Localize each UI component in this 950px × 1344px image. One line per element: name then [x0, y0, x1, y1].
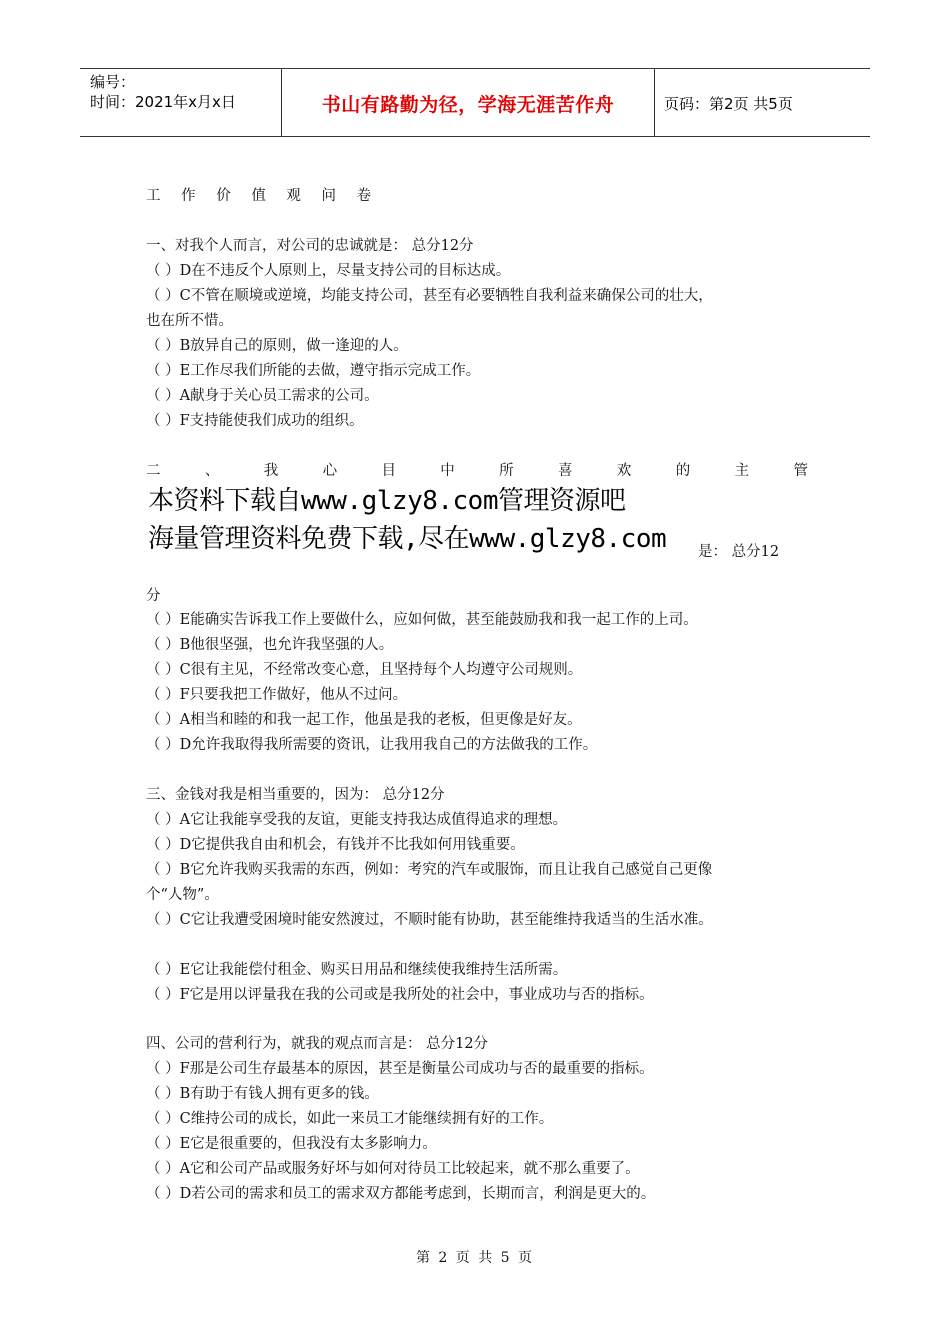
q2-char: 喜 [558, 463, 573, 479]
document-title: 工 作 价 值 观 问 卷 [146, 188, 380, 204]
q1-option: （ ）A献身于关心员工需求的公司。 [146, 388, 379, 404]
q2-char: 目 [381, 463, 396, 479]
watermark-line-1: 本资料下载自www.glzy8.com管理资源吧 [148, 486, 626, 516]
header-meta [90, 72, 236, 112]
q1-option-continued: 也在所不惜。 [146, 313, 233, 329]
q1-option: （ ）F支持能使我们成功的组织。 [146, 413, 364, 429]
q2-option: （ ）F只要我把工作做好，他从不过问。 [146, 687, 408, 703]
q2-option: （ ）A相当和睦的和我一起工作，他虽是我的老板，但更像是好友。 [146, 712, 582, 728]
header-bottom-rule [80, 136, 870, 137]
q3-option: （ ）D它提供我自由和机会，有钱并不比我如何用钱重要。 [146, 837, 525, 853]
q1-option: （ ）C不管在顺境或逆境，均能支持公司，甚至有必要牺牲自我利益来确保公司的壮大， [146, 288, 713, 304]
q1-option: （ ）D在不违反个人原则上，尽量支持公司的目标达成。 [146, 263, 511, 279]
q2-char: 的 [675, 463, 691, 479]
q4-option: （ ）C维持公司的成长，如此一来员工才能继续拥有好的工作。 [146, 1111, 554, 1127]
watermark-line-2: 海量管理资料免费下载,尽在www.glzy8.com [148, 524, 667, 554]
q4-option: （ ）E它是很重要的，但我没有太多影响力。 [146, 1136, 437, 1152]
q4-option: （ ）B有助于有钱人拥有更多的钱。 [146, 1086, 379, 1102]
question-3: 三、金钱对我是相当重要的，因为： 总分12分 [146, 787, 445, 803]
q3-option: （ ）C它让我遭受困境时能安然渡过，不顺时能有协助，甚至能维持我适当的生活水准。 [146, 912, 713, 928]
q2-char: 主 [734, 463, 750, 479]
question-2-tail: 是： 总分12 [698, 544, 780, 560]
header-top-rule [80, 68, 870, 69]
q2-char: 欢 [616, 463, 632, 479]
q2-char: 二 [146, 463, 161, 479]
question-2-continued: 分 [146, 588, 161, 604]
question-1: 一、对我个人而言，对公司的忠诚就是： 总分12分 [146, 238, 474, 254]
q3-option: （ ）F它是用以评量我在我的公司或是我所处的社会中，事业成功与否的指标。 [146, 987, 654, 1003]
q2-char: 中 [440, 463, 455, 479]
header-page-info: 页码：第2页 共5页 [664, 95, 793, 113]
q3-option: （ ）E它让我能偿付租金、购买日用品和继续使我维持生活所需。 [146, 962, 568, 978]
q2-char: 、 [204, 463, 220, 479]
q2-option: （ ）E能确实告诉我工作上要做什么，应如何做，甚至能鼓励我和我一起工作的上司。 [146, 612, 698, 628]
q1-option: （ ）B放异自己的原则，做一逢迎的人。 [146, 338, 408, 354]
header-number-label: 编号： [90, 73, 136, 91]
question-2-heading [146, 461, 808, 481]
q2-char: 管 [793, 463, 808, 479]
q2-char: 所 [499, 463, 514, 479]
header-divider-right [654, 68, 655, 136]
q3-option: （ ）A它让我能享受我的友谊，更能支持我达成值得追求的理想。 [146, 812, 568, 828]
header-motto: 书山有路勤为径，学海无涯苦作舟 [321, 94, 615, 116]
q1-option: （ ）E工作尽我们所能的去做，遵守指示完成工作。 [146, 363, 481, 379]
header-time-label: 时间：2021年x月x日 [90, 93, 236, 111]
q3-option-continued: 个“人物”。 [146, 887, 219, 903]
q2-option: （ ）D允许我取得我所需要的资讯，让我用我自己的方法做我的工作。 [146, 737, 598, 753]
q4-option: （ ）A它和公司产品或服务好坏与如何对待员工比较起来，就不那么重要了。 [146, 1161, 640, 1177]
q2-char: 心 [322, 463, 338, 479]
q2-char: 我 [263, 463, 279, 479]
q3-option: （ ）B它允许我购买我需的东西，例如：考究的汽车或服饰，而且让我自己感觉自己更像 [146, 862, 713, 878]
question-4: 四、公司的营利行为，就我的观点而言是： 总分12分 [146, 1036, 489, 1052]
q4-option: （ ）D若公司的需求和员工的需求双方都能考虑到，长期而言，利润是更大的。 [146, 1186, 656, 1202]
q4-option: （ ）F那是公司生存最基本的原因，甚至是衡量公司成功与否的最重要的指标。 [146, 1061, 654, 1077]
page-footer: 第 2 页 共 5 页 [415, 1250, 535, 1266]
q2-option: （ ）C很有主见，不经常改变心意，且坚持每个人均遵守公司规则。 [146, 662, 583, 678]
q2-option: （ ）B他很坚强，也允许我坚强的人。 [146, 637, 394, 653]
